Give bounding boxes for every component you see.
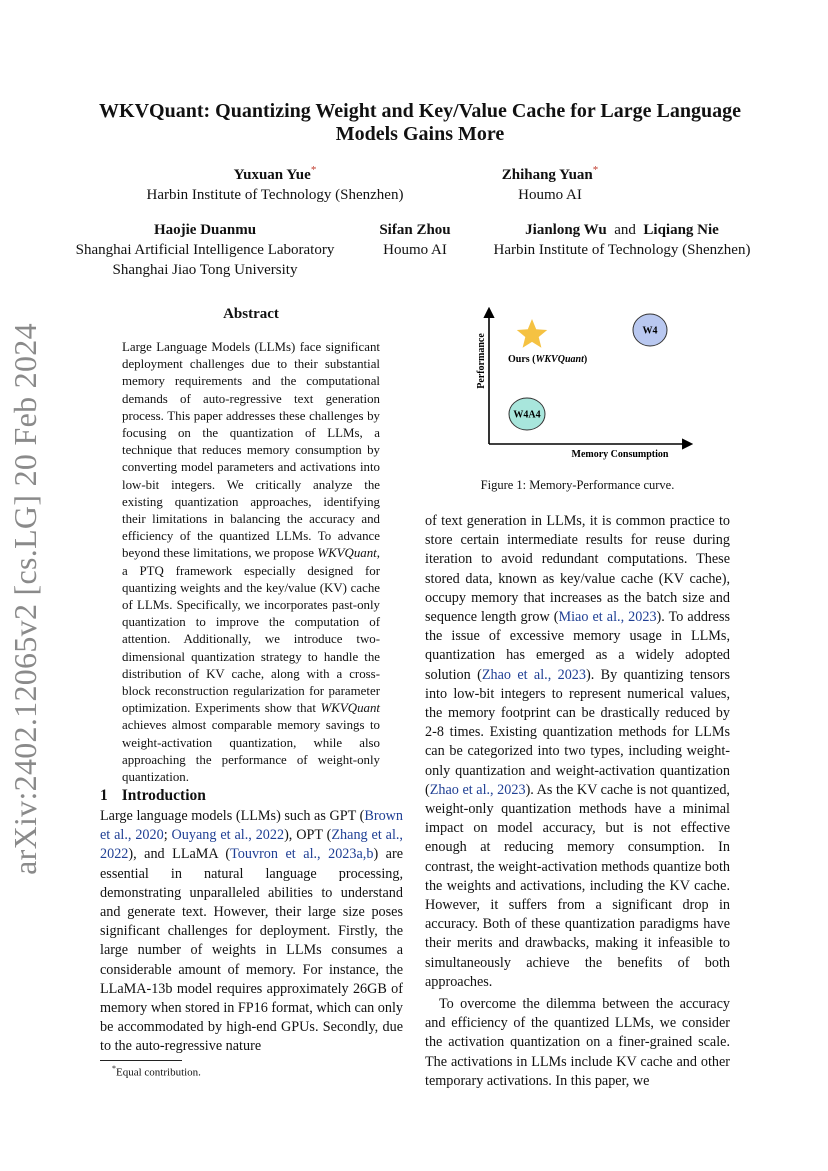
author-and: and [614, 222, 636, 238]
title-line-1: WKVQuant: Quantizing Weight and Key/Value Cache for Large Language [99, 100, 741, 122]
author-block-2 [470, 160, 630, 205]
figure-svg [465, 305, 695, 470]
author-name: Haojie Duanmu [153, 222, 257, 238]
introduction-right-column [425, 512, 730, 1091]
author-name: Yuxuan Yue [233, 167, 311, 183]
author-affiliation: Harbin Institute of Technology (Shenzhen) [146, 187, 404, 203]
abstract-body: Large Language Models (LLMs) face significant deployment challenges due to their substantial memory requirements and the computational demands of auto-regressive text generation process. This paper addresses these challenges by focusing on the quantization of LLMs, a technique that reduces memory consumption by converting model parameters and activations into low-bit integers. We critically analyze the existing quantization approaches, identifying their limitations in balancing the accuracy and efficiency of the quantized LLMs. To advance beyond these limitations, we propose WKVQuant, a PTQ framework especially designed for quantizing weights and the key/value (KV) cache of LLMs. Specifically, we incorporates past-only quantization to improve the computation of attention. Additionally, we introduce two-dimensional quantization strategy to handle the distribution of KV cache, along with a cross-block reconstruction regularization for parameter optimization. Experiments show that WKVQuant achieves almost comparable memory savings to weight-activation quantization, while also approaching the performance of weight-only quantization. [122, 340, 380, 785]
introduction-paragraph-2: of text generation in LLMs, it is common practice to store certain intermediate results for reuse during iteration to avoid redundant computations. These stored data, known as key/value cache (KV cache), occupy memory that increases as the batch size and sequence length grow (Miao et al., 2023). To address the issue of excessive memory usage in LLMs, quantization has emerged as a widely adopted solution (Zhao et al., 2023). By quantizing tensors into low-bit integers to represent numerical values, the memory footprint can be drastically reduced by 2-8 times. Existing quantization methods for LLMs can be categorized into two types, including weight-only quantization and weight-activation quantization (Zhao et al., 2023). As the KV cache is not quantized, weight-only quantization methods have a minimal impact on model accuracy, but is not effective enough at reducing memory consumption. In contrast, the weight-activation methods quantize both the weights and activations, including the KV cache. However, it suffers from a significant drop in accuracy. Both of these quantization paradigms have their merits and drawbacks, making it infeasible to simultaneously achieve the benefits of both approaches. [425, 513, 730, 990]
author-affiliation: Harbin Institute of Technology (Shenzhen) [493, 242, 751, 258]
x-axis-label: Memory Consumption [571, 449, 669, 460]
author-affiliation: Houmo AI [383, 242, 447, 258]
ours-label: Ours (WKVQuant) [508, 354, 588, 365]
author-block-3 [55, 220, 355, 280]
author-affiliation: Shanghai Artificial Intelligence Laboratory [75, 242, 335, 258]
method-name: WKVQuant [317, 546, 377, 561]
author-name: Jianlong Wu [525, 222, 607, 238]
citation-link[interactable]: Ouyang et al., 2022 [171, 827, 285, 844]
introduction-paragraph-1: Large language models (LLMs) such as GPT (Brown et al., 2020; Ouyang et al., 2022), OPT (Zhang et al., 2022), and LLaMA (Touvron et al., 2023a,b) are essential in natural language processing, demonstrating unparalleled abilities to understand and generate text. However, their large size poses significant challenges for deployment. Firstly, the large number of weights in LLMs consumes a considerable amount of memory. For instance, the LLaMA-13b model requires approximately 26GB of memory when stored in FP16 format, which can only be accommodated by high-end GPUs. Secondly, due to the auto-regressive nature [100, 808, 404, 1055]
author-name: Sifan Zhou [379, 222, 451, 238]
author-affiliation-2: Shanghai Jiao Tong University [112, 262, 298, 278]
w4a4-label: W4A4 [513, 409, 541, 421]
author-block-1 [115, 160, 435, 205]
section-heading-introduction: 1 Introduction [100, 787, 206, 804]
citation-link[interactable]: Miao et al., 2023 [558, 609, 657, 626]
author-block-4 [365, 220, 465, 260]
equal-contribution-mark[interactable]: * [592, 164, 599, 176]
author-name: Zhihang Yuan [501, 167, 593, 183]
introduction-paragraph-3: To overcome the dilemma between the accuracy and efficiency of the quantized LLMs, we consider the activation quantization on a finer-grained scale. The activations in LLMs include KV cache and other temporary activations. In this paper, we [425, 996, 730, 1089]
citation-link[interactable]: Brown et al., 2020 [100, 808, 403, 844]
footnote-divider [100, 1060, 182, 1061]
author-block-5 [472, 220, 772, 260]
star-icon [517, 319, 547, 348]
citation-link[interactable]: Touvron et al., 2023a,b [230, 846, 374, 863]
citation-link[interactable]: Zhang et al., 2022 [100, 827, 403, 863]
figure-caption: Figure 1: Memory-Performance curve. [480, 478, 675, 492]
arxiv-identifier: arXiv:2402.12065v2 [cs.LG] 20 Feb 2024 [7, 323, 43, 875]
y-axis-label: Performance [476, 333, 487, 389]
citation-link[interactable]: Zhao et al., 2023 [481, 666, 586, 683]
paper-title [70, 100, 770, 146]
abstract-heading: Abstract [223, 306, 279, 322]
footnote: *Equal contribution. [112, 1064, 201, 1079]
memory-performance-figure [465, 305, 695, 470]
author-affiliation: Houmo AI [518, 187, 582, 203]
title-line-2: Models Gains More [335, 123, 505, 145]
method-name: WKVQuant [320, 701, 380, 716]
citation-link[interactable]: Zhao et al., 2023 [429, 781, 526, 798]
equal-contribution-mark[interactable]: * [310, 164, 317, 176]
author-name-2: Liqiang Nie [643, 222, 719, 238]
w4-label: W4 [642, 325, 658, 337]
